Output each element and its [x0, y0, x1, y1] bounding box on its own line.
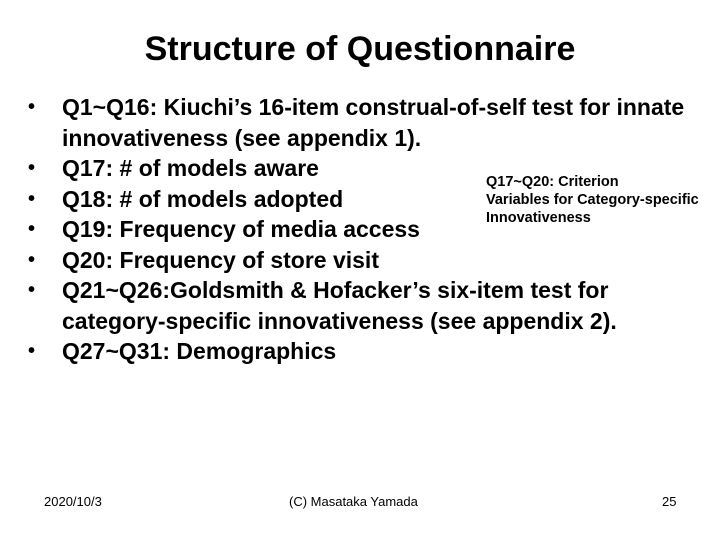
bullet-icon: • [28, 279, 36, 301]
bullet-icon: • [28, 157, 36, 179]
callout-text: Variables for Category-specific Innovativeness [486, 192, 699, 226]
page-number: 25 [662, 494, 677, 509]
bullet-item [26, 275, 706, 336]
bullet-text: Q17: # of models aware [62, 155, 319, 181]
bullet-item [26, 92, 706, 153]
bullet-text: Q21~Q26:Goldsmith & Hofacker’s six-item test for category-specific innovativeness (see appendix 2). [62, 277, 617, 334]
bullet-text: Q20: Frequency of store visit [62, 246, 379, 273]
bullet-icon: • [28, 96, 36, 118]
slide-title: Structure of Questionnaire [144, 30, 576, 68]
criterion-callout [486, 173, 706, 227]
bullet-icon: • [28, 248, 36, 271]
footer-date: 2020/10/3 [44, 494, 102, 509]
bullet-icon: • [28, 218, 36, 240]
bullet-text: Q18: # of models adopted [62, 185, 344, 212]
bullet-icon: • [28, 187, 36, 210]
bullet-list [26, 92, 706, 367]
callout-line: Q17~Q20: Criterion [486, 174, 619, 190]
bullet-item [26, 336, 706, 367]
footer-author: (C) Masataka Yamada [289, 494, 418, 509]
bullet-text: Q1~Q16: Kiuchi’s 16-item construal-of-self test for innate innovativeness (see appendix 1). [62, 94, 685, 151]
bullet-text: Q27~Q31: Demographics [62, 338, 337, 364]
bullet-text: Q19: Frequency of media access [62, 216, 420, 242]
bullet-icon: • [28, 340, 36, 362]
bullet-item [26, 245, 706, 276]
